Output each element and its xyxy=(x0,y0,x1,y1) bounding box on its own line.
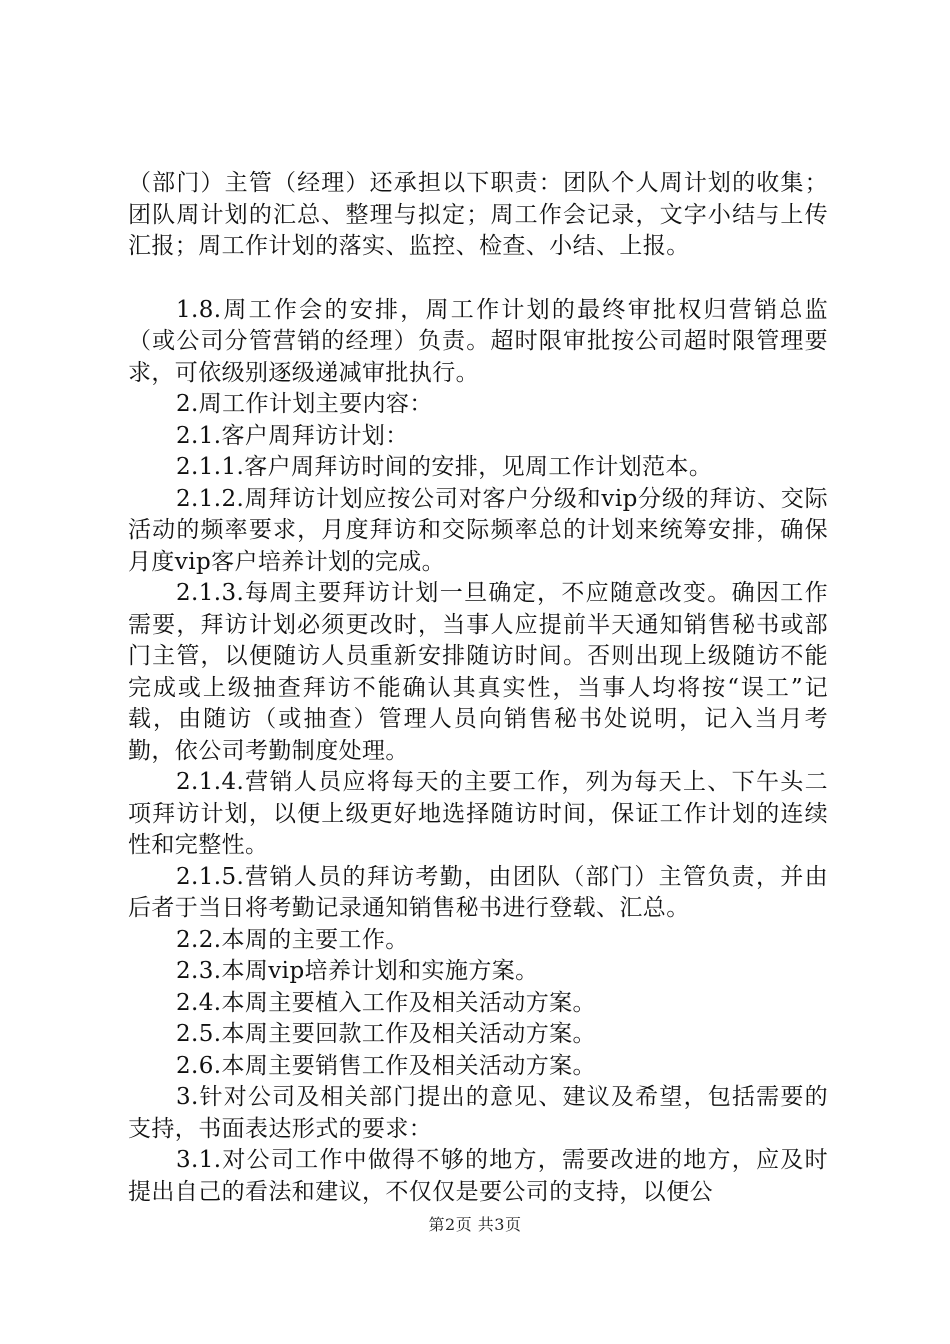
paragraph-continued: （部门）主管（经理）还承担以下职责：团队个人周计划的收集；团队周计划的汇总、整理与拟定；周工作会记录，文字小结与上传汇报；周工作计划的落实、监控、检查、小结、上报。 xyxy=(128,170,828,259)
paragraph-3: 3.针对公司及相关部门提出的意见、建议及希望，包括需要的支持，书面表达形式的要求： xyxy=(128,1084,828,1142)
paragraph-2-1: 2.1.客户周拜访计划： xyxy=(176,422,409,449)
paragraph-2-6: 2.6.本周主要销售工作及相关活动方案。 xyxy=(176,1052,596,1079)
paragraph-2: 2.周工作计划主要内容： xyxy=(176,391,433,417)
paragraph-2-1-3: 2.1.3.每周主要拜访计划一旦确定，不应随意改变。确因工作需要，拜访计划必须更改时，当事人应提前半天通知销售秘书或部门主管，以便随访人员重新安排随访时间。否则出现上级随访不能完成或上级抽查拜访不能确认其真实性，当事人均将按“误工”记载，由随访（或抽查）管理人员向销售秘书处说明，记入当月考勤，依公司考勤制度处理。 xyxy=(128,580,828,764)
paragraph-3-1: 3.1.对公司工作中做得不够的地方，需要改进的地方，应及时提出自己的看法和建议，不仅仅是要公司的支持，以便公 xyxy=(128,1147,828,1205)
paragraph-2-1-1: 2.1.1.客户周拜访时间的安排，见周工作计划范本。 xyxy=(176,454,713,480)
paragraph-1-8: 1.8.周工作会的安排，周工作计划的最终审批权归营销总监（或公司分管营销的经理）负责。超时限审批按公司超时限管理要求，可依级别逐级递减审批执行。 xyxy=(128,296,828,386)
document-body xyxy=(128,168,828,1208)
paragraph-2-1-2: 2.1.2.周拜访计划应按公司对客户分级和vip分级的拜访、交际活动的频率要求，月度拜访和交际频率总的计划来统筹安排，确保月度vip客户培养计划的完成。 xyxy=(128,485,828,575)
paragraph-2-4: 2.4.本周主要植入工作及相关活动方案。 xyxy=(176,989,596,1016)
paragraph-2-2: 2.2.本周的主要工作。 xyxy=(176,926,409,953)
paragraph-2-1-5: 2.1.5.营销人员的拜访考勤，由团队（部门）主管负责，并由后者于当日将考勤记录通知销售秘书进行登载、汇总。 xyxy=(128,863,828,921)
page-footer: 第2页 共3页 xyxy=(428,1215,522,1234)
paragraph-2-1-4: 2.1.4.营销人员应将每天的主要工作，列为每天上、下午头二项拜访计划，以便上级更好地选择随访时间，保证工作计划的连续性和完整性。 xyxy=(128,769,828,858)
paragraph-2-5: 2.5.本周主要回款工作及相关活动方案。 xyxy=(176,1021,596,1047)
paragraph-2-3: 2.3.本周vip培养计划和实施方案。 xyxy=(176,958,539,984)
